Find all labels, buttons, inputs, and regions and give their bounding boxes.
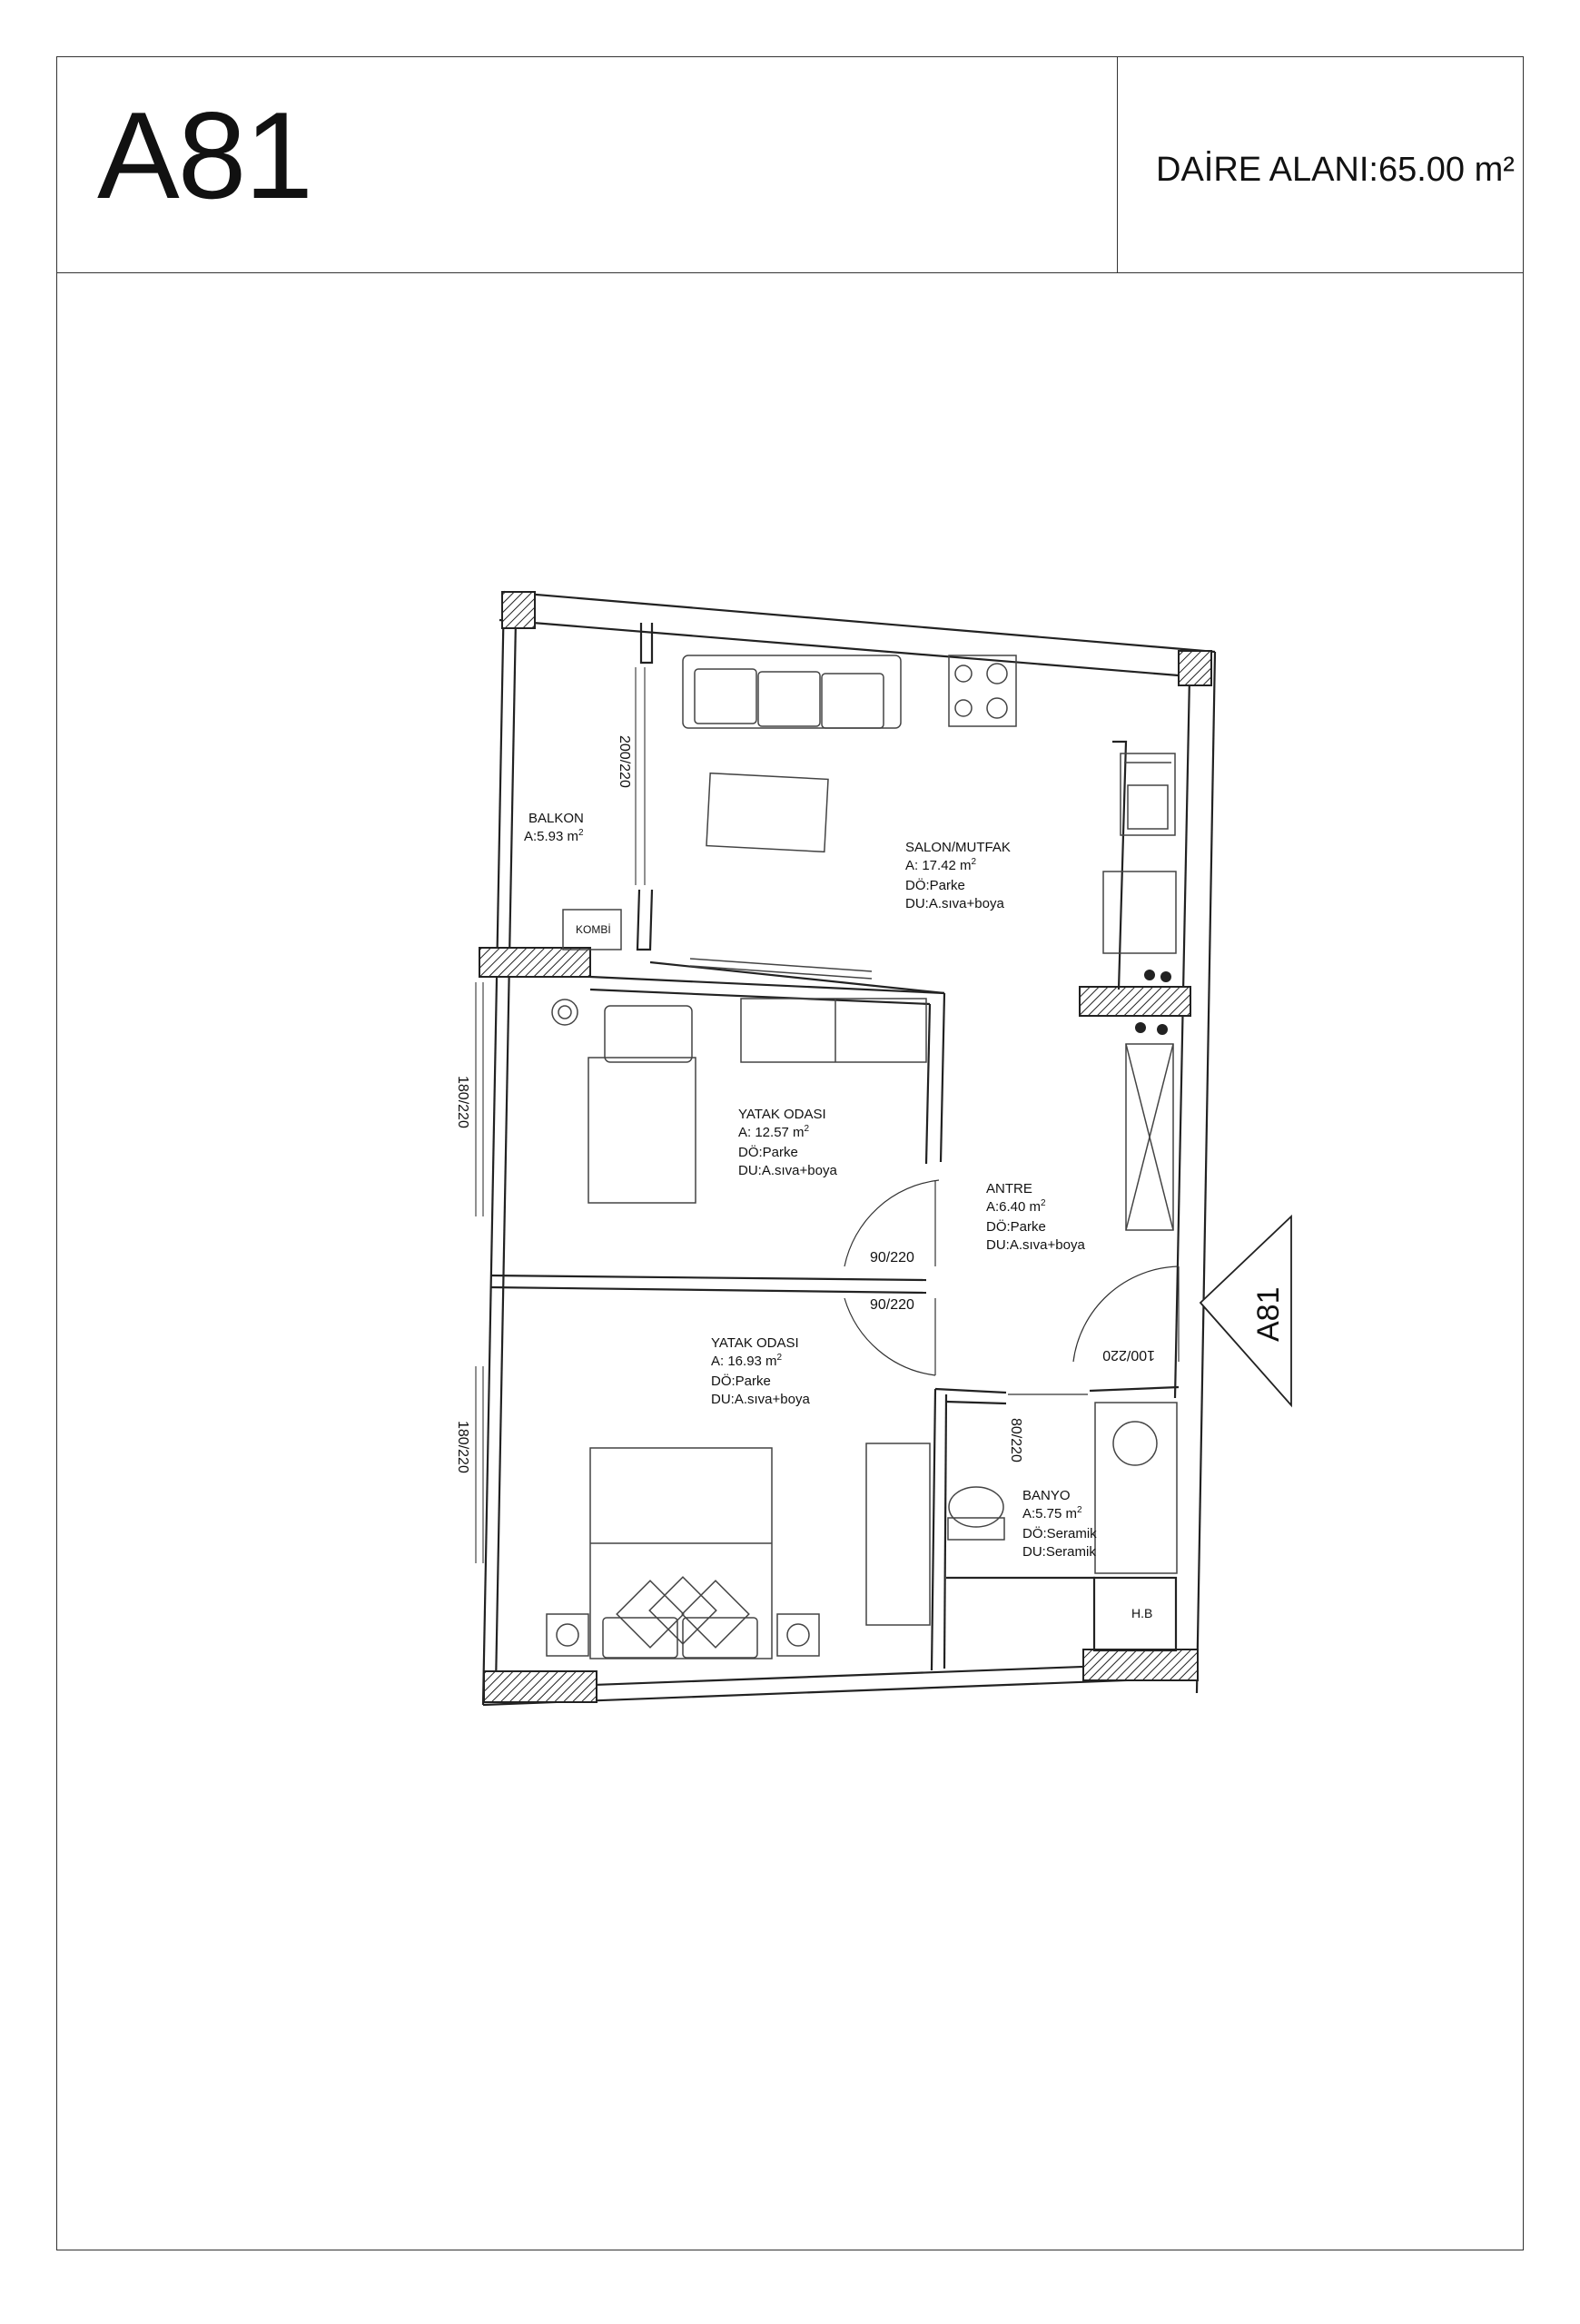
column-se (1083, 1649, 1198, 1680)
room-wall-banyo: DU:Seramik (1022, 1544, 1096, 1560)
kombi-label: KOMBİ (576, 923, 611, 936)
room-area-antre: A:6.40 $m^2$ (986, 1198, 1046, 1215)
entrance-marker-label: A81 (1251, 1286, 1286, 1342)
balcony-door-label: 200/220 (617, 735, 632, 788)
plan-code: A81 (97, 86, 311, 224)
room-floor-salon: DÖ:Parke (905, 878, 965, 893)
double-bed (590, 1448, 772, 1659)
column-ne (1179, 651, 1211, 685)
room-floor-antre: DÖ:Parke (986, 1219, 1046, 1235)
door-entry-label: 100/220 (1102, 1347, 1155, 1363)
hb-label: H.B (1131, 1606, 1153, 1620)
column-sw (484, 1671, 597, 1702)
room-wall-antre: DU:A.sıva+boya (986, 1237, 1085, 1253)
room-floor-banyo: DÖ:Seramik (1022, 1526, 1097, 1541)
nightstand (777, 1614, 819, 1656)
door-bath-label: 80/220 (1008, 1418, 1023, 1462)
room-area-balkon: A:5.93 $m^2$ (524, 828, 584, 844)
room-area-banyo: A:5.75 $m^2$ (1022, 1505, 1082, 1521)
room-wall-yatak1: DU:A.sıva+boya (738, 1163, 837, 1178)
washbasin-icon (1113, 1422, 1157, 1465)
door-bed1-label: 90/220 (870, 1250, 914, 1265)
room-area-salon: A: 17.42 $m^2$ (905, 857, 977, 873)
outer-walls (483, 592, 1215, 1705)
room-name-salon: SALON/MUTFAK (905, 840, 1011, 855)
columns (479, 592, 1211, 1702)
room-floor-yatak1: DÖ:Parke (738, 1145, 798, 1160)
furniture (547, 655, 1177, 1659)
coffee-table (706, 773, 828, 852)
room-area-yatak2: A: 16.93 $m^2$ (711, 1353, 783, 1369)
room-floor-yatak2: DÖ:Parke (711, 1374, 771, 1389)
opening-labels (455, 735, 1155, 1473)
wardrobe-1 (741, 999, 926, 1062)
sofa (683, 655, 901, 728)
single-bed (588, 1058, 696, 1203)
room-name-balkon: BALKON (528, 811, 584, 826)
room-wall-salon: DU:A.sıva+boya (905, 896, 1004, 911)
column-balcony (479, 948, 590, 977)
column-nw (502, 592, 535, 628)
room-area-yatak1: A: 12.57 $m^2$ (738, 1124, 810, 1140)
window-bed1-label: 180/220 (455, 1076, 470, 1128)
wardrobe-2 (866, 1443, 930, 1625)
room-name-antre: ANTRE (986, 1181, 1032, 1196)
column-east (1080, 987, 1190, 1016)
apartment-area-label: DAİRE ALANI:65.00 m² (1156, 151, 1515, 189)
fridge (1103, 872, 1176, 953)
kitchen-sink-icon (1121, 753, 1175, 835)
entrance-marker (1200, 1216, 1291, 1405)
nightstand (547, 1614, 588, 1656)
bathtub (1095, 1403, 1177, 1573)
room-name-yatak1: YATAK ODASI (738, 1107, 826, 1122)
door-bed2-label: 90/220 (870, 1297, 914, 1313)
room-name-yatak2: YATAK ODASI (711, 1335, 799, 1351)
lamp-icon (552, 1000, 578, 1025)
room-wall-yatak2: DU:A.sıva+boya (711, 1392, 810, 1407)
toilet-icon (949, 1487, 1003, 1527)
room-name-banyo: BANYO (1022, 1488, 1071, 1503)
window-bed2-label: 180/220 (455, 1421, 470, 1473)
